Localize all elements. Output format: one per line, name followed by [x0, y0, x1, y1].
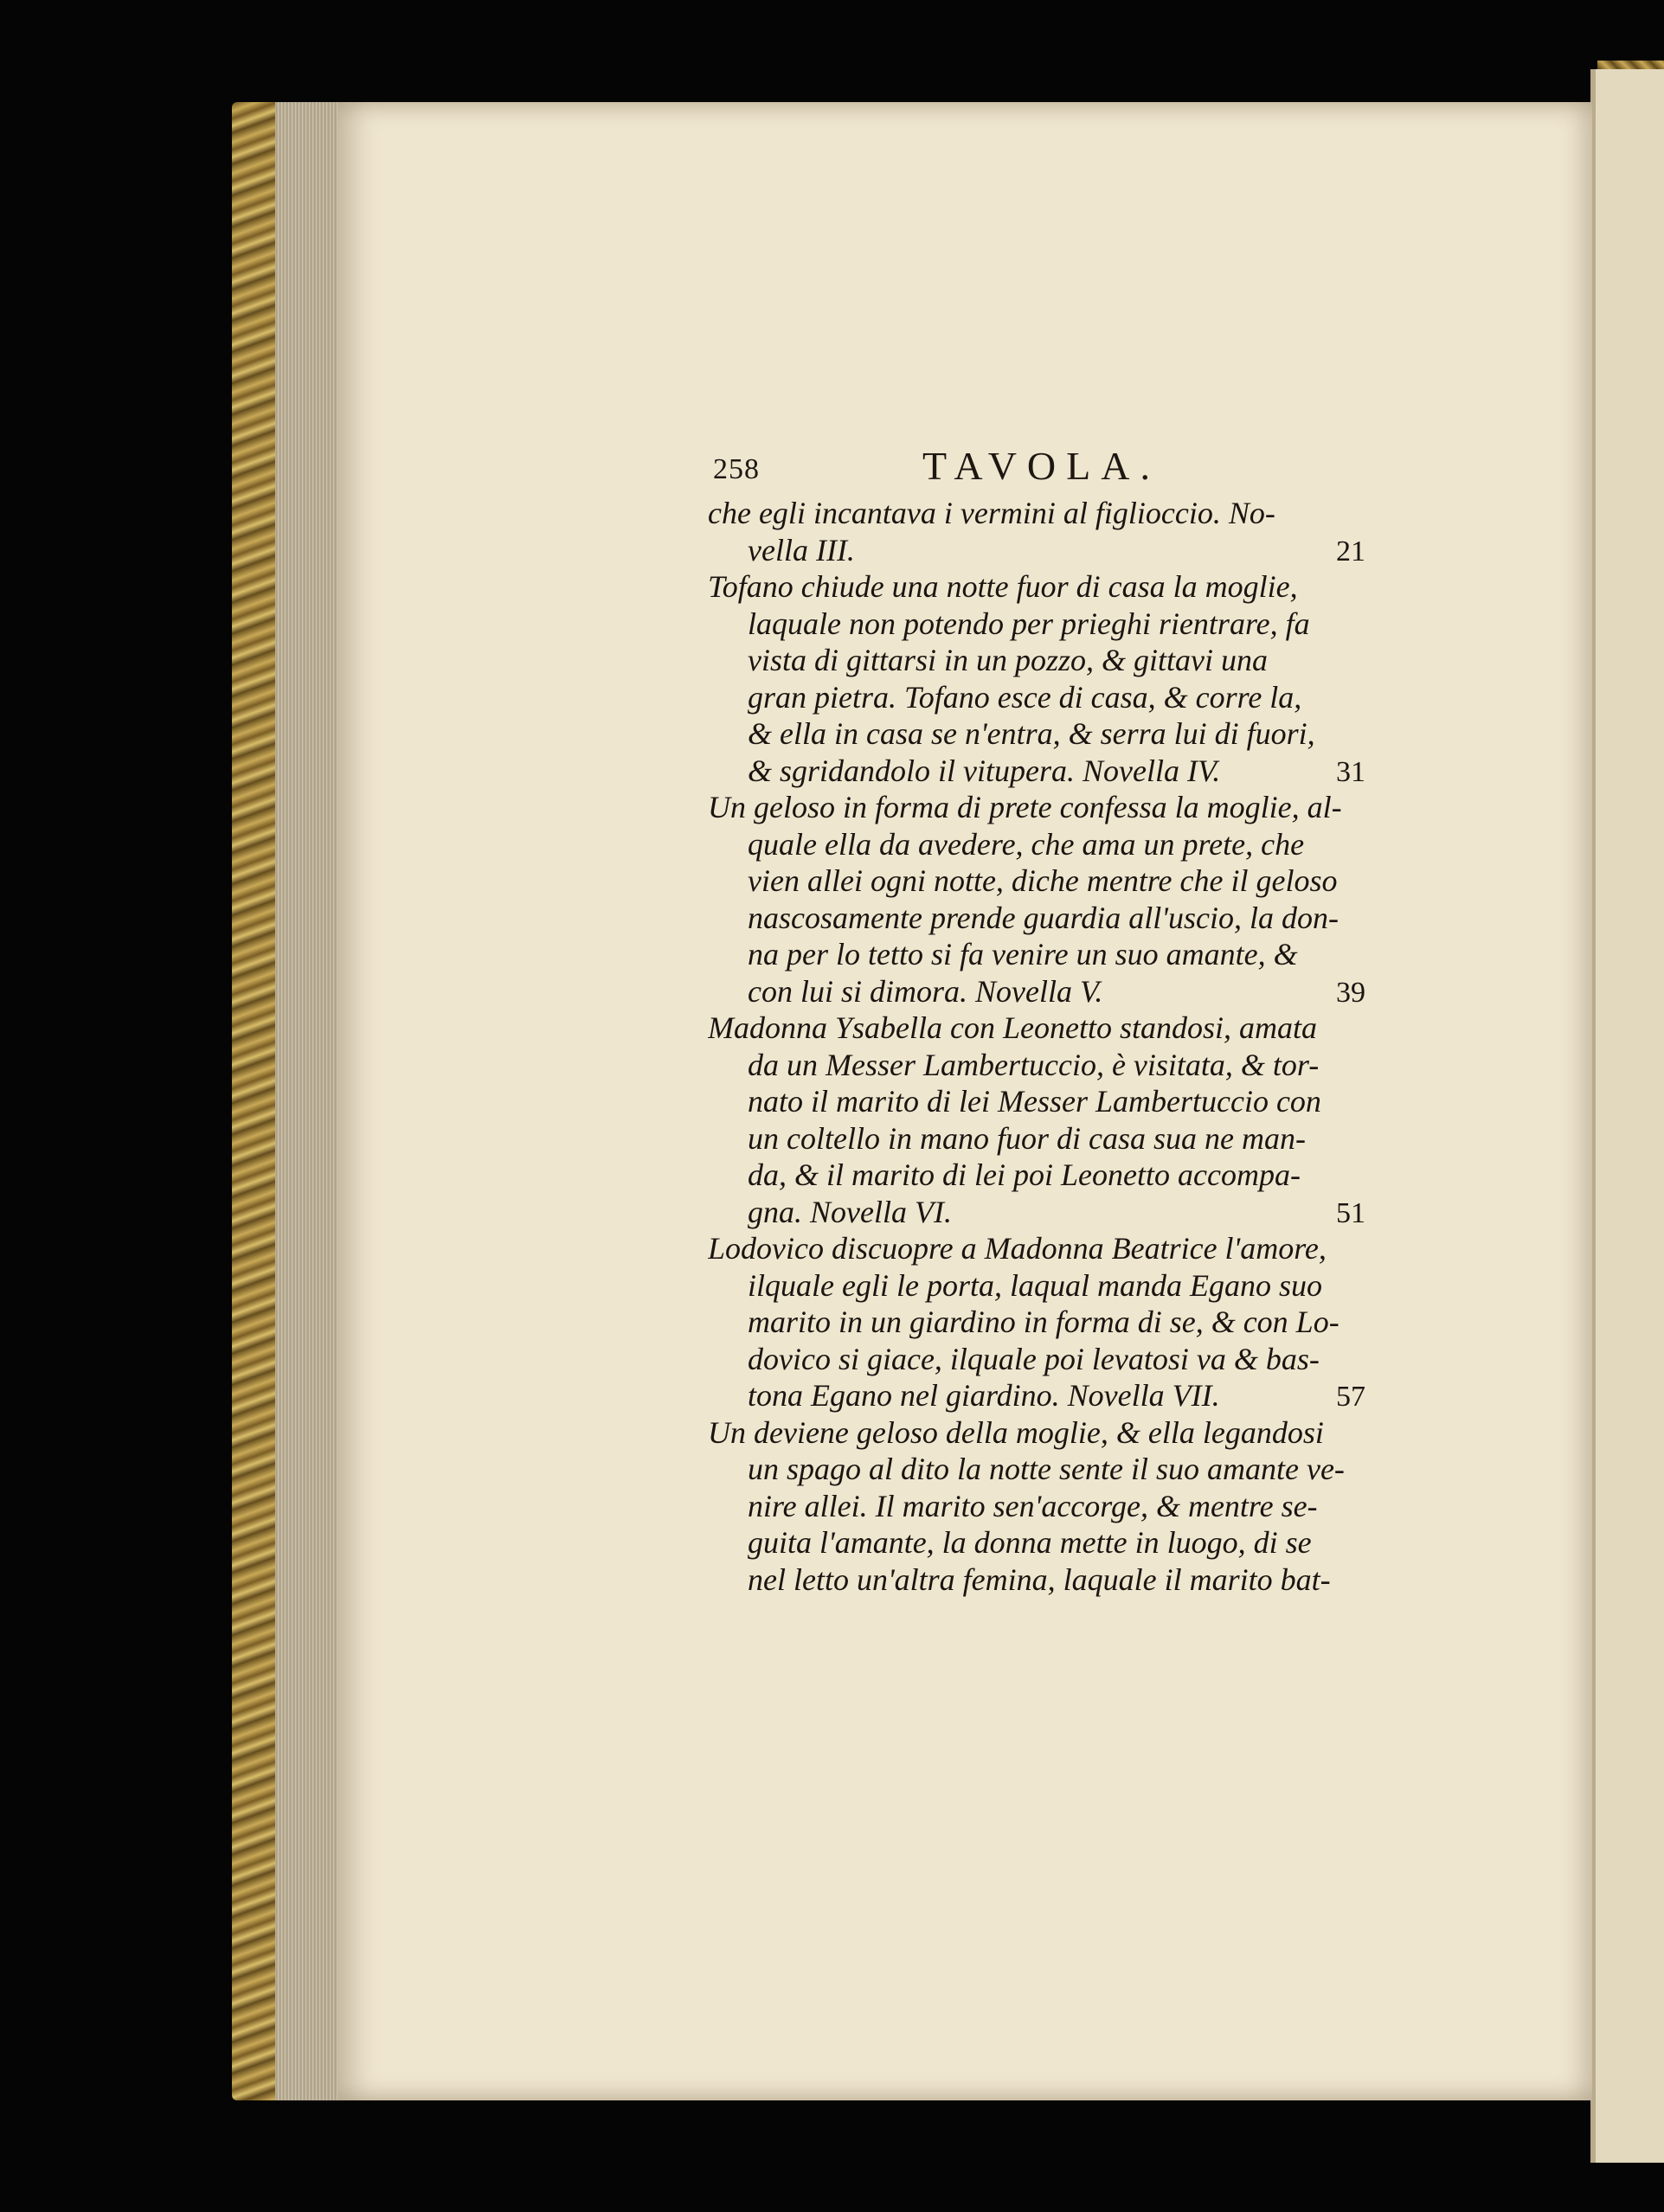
toc-line — [708, 1047, 1365, 1084]
toc-line-text: Madonna Ysabella con Leonetto standosi, amata — [708, 1010, 1317, 1045]
toc-line — [708, 1010, 1365, 1047]
toc-line-text: con lui si dimora. Novella V. — [748, 973, 1103, 1009]
page-header — [708, 443, 1365, 495]
toc-page-number: 51 — [1336, 1196, 1365, 1229]
toc-line-text: laquale non potendo per prieghi rientrare, fa — [748, 606, 1310, 641]
toc-line — [708, 715, 1365, 753]
toc-line — [708, 1230, 1365, 1267]
toc-line — [708, 900, 1365, 937]
facing-page-edge — [1590, 69, 1664, 2163]
toc-entry — [708, 789, 1365, 1010]
toc-line-text: un coltello in mano fuor di casa sua ne man- — [748, 1120, 1306, 1156]
page-number: 258 — [713, 453, 760, 485]
toc-line-text: na per lo tetto si fa venire un suo amante, & — [748, 937, 1298, 971]
toc-line-text: guita l'amante, la donna mette in luogo, di se — [748, 1525, 1312, 1560]
toc-line-text: nascosamente prende guardia all'uscio, la don- — [748, 900, 1339, 935]
toc-line-text: & sgridandolo il vitupera. Novella IV. — [748, 753, 1221, 788]
toc-line-text: che egli incantava i vermini al figlioccio. No- — [708, 496, 1275, 530]
toc-line-text: ilquale egli le porta, laqual manda Egano suo — [748, 1267, 1322, 1303]
toc-line — [708, 1377, 1365, 1414]
toc-line-text: & ella in casa se n'entra, & serra lui di fuori, — [748, 716, 1315, 751]
toc-line — [708, 862, 1365, 900]
toc-line — [708, 826, 1365, 863]
toc-line-text: un spago al dito la notte sente il suo amante ve- — [748, 1452, 1345, 1486]
toc-page-number: 31 — [1336, 755, 1365, 788]
toc-line — [708, 1524, 1365, 1561]
toc-line-text: quale ella da avedere, che ama un prete, che — [748, 826, 1305, 862]
toc-line-text: nire allei. Il marito sen'accorge, & mentre se- — [748, 1488, 1318, 1523]
toc-line — [708, 1267, 1365, 1305]
toc-line-text: gna. Novella VI. — [748, 1194, 952, 1229]
toc-line-text: nato il marito di lei Messer Lambertuccio con — [748, 1084, 1321, 1119]
toc-line-text: tona Egano nel giardino. Novella VII. — [748, 1378, 1220, 1413]
toc-line — [708, 1341, 1365, 1378]
toc-line-text: Un geloso in forma di prete confessa la moglie, al- — [708, 790, 1342, 824]
toc-line — [708, 1157, 1365, 1194]
toc-entry — [708, 1230, 1365, 1414]
toc-line — [708, 936, 1365, 973]
page-block-edge — [275, 102, 337, 2100]
toc-line — [708, 1083, 1365, 1120]
toc-page-number: 39 — [1336, 976, 1365, 1009]
toc-line-text: vella III. — [748, 532, 855, 567]
toc-line — [708, 1194, 1365, 1231]
toc-line — [708, 532, 1365, 569]
toc-page-number: 21 — [1336, 535, 1365, 567]
toc-line-text: nel letto un'altra femina, laquale il marito bat- — [748, 1561, 1331, 1597]
toc-line-text: Un deviene geloso della moglie, & ella legandosi — [708, 1414, 1324, 1450]
toc-line — [708, 1451, 1365, 1488]
toc-page-number: 57 — [1336, 1381, 1365, 1413]
table-of-contents — [708, 495, 1365, 1598]
toc-line — [708, 1488, 1365, 1525]
toc-line-text: da, & il marito di lei poi Leonetto accompa- — [748, 1157, 1301, 1192]
toc-line — [708, 753, 1365, 790]
toc-entry — [708, 568, 1365, 789]
toc-line — [708, 606, 1365, 643]
toc-line — [708, 973, 1365, 1010]
toc-line — [708, 1414, 1365, 1452]
toc-line — [708, 642, 1365, 679]
running-head: TAVOLA. — [922, 444, 1160, 488]
toc-line-text: da un Messer Lambertuccio, è visitata, & tor- — [748, 1047, 1320, 1082]
toc-entry — [708, 495, 1365, 568]
toc-entry — [708, 1414, 1365, 1599]
toc-line-text: dovico si giace, ilquale poi levatosi va & bas- — [748, 1341, 1320, 1376]
toc-line-text: Lodovico discuopre a Madonna Beatrice l'amore, — [708, 1231, 1327, 1266]
toc-line — [708, 1120, 1365, 1157]
toc-line-text: vista di gittarsi in un pozzo, & gittavi una — [748, 643, 1269, 677]
toc-line — [708, 679, 1365, 716]
toc-line — [708, 789, 1365, 826]
toc-line-text: marito in un giardino in forma di se, & con Lo- — [748, 1305, 1340, 1339]
toc-line-text: vien allei ogni notte, diche mentre che il geloso — [748, 863, 1338, 898]
toc-line — [708, 1561, 1365, 1599]
toc-line — [708, 568, 1365, 606]
toc-entry — [708, 1010, 1365, 1230]
toc-line — [708, 1304, 1365, 1341]
toc-line — [708, 495, 1365, 532]
toc-line-text: Tofano chiude una notte fuor di casa la moglie, — [708, 569, 1298, 604]
toc-line-text: gran pietra. Tofano esce di casa, & corre la, — [748, 679, 1302, 715]
